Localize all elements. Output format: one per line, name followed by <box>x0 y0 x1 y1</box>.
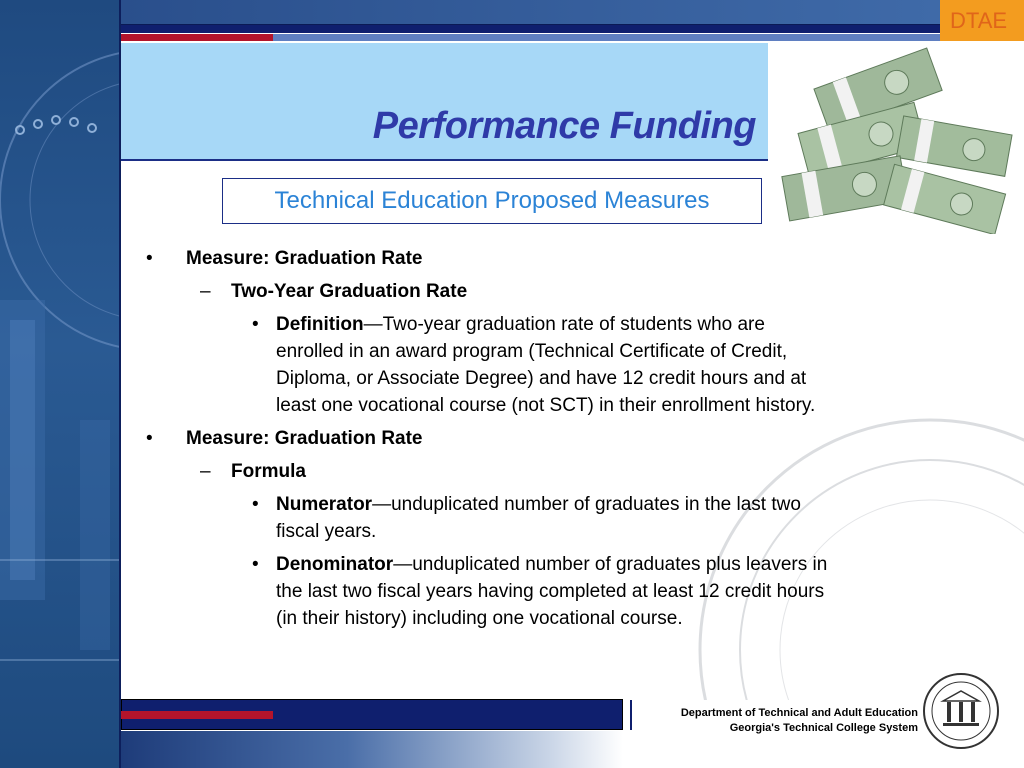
header-red-stripe <box>121 34 273 41</box>
slide-title: Performance Funding <box>372 105 756 147</box>
dtae-badge: DTAE <box>940 0 1024 41</box>
definition-line-4: least one vocational course (not SCT) in their enrollment history. <box>276 395 816 416</box>
bullet-marker: • <box>252 554 259 575</box>
subtitle-box <box>222 178 762 224</box>
footer-text <box>681 706 918 736</box>
definition-line-3: Diploma, or Associate Degree) and have 12 credit hours and at <box>276 368 807 389</box>
header-bar <box>121 0 940 25</box>
footer-department: Department of Technical and Adult Education <box>680 707 918 719</box>
two-year-rate-heading: Two-Year Graduation Rate <box>231 281 468 302</box>
denominator-line-3: (in their history) including one vocational course. <box>276 608 683 629</box>
header-blue-stripe <box>273 34 940 41</box>
title-band <box>121 43 768 161</box>
dash-marker: – <box>200 461 211 482</box>
bullet-marker: • <box>252 494 259 515</box>
subtitle-text: Technical Education Proposed Measures <box>274 187 710 214</box>
footer-gradient-strip <box>121 731 623 768</box>
measure-2-heading: Measure: Graduation Rate <box>186 428 423 449</box>
denominator-line-1: Denominator—unduplicated number of graduates plus leavers in <box>276 554 828 575</box>
numerator-line-1: Numerator—unduplicated number of graduates in the last two <box>276 494 801 515</box>
footer-system: Georgia's Technical College System <box>729 722 918 734</box>
dash-marker: – <box>200 281 211 302</box>
bullet-marker: • <box>146 428 153 449</box>
state-seal-graphic <box>0 0 119 768</box>
definition-line-1: Definition—Two-year graduation rate of students who are <box>276 314 765 335</box>
footer-red-stripe <box>121 711 273 719</box>
bullet-marker: • <box>146 248 153 269</box>
header-dark-bar <box>121 25 940 33</box>
denominator-line-2: the last two fiscal years having completed at least 12 credit hours <box>276 581 825 602</box>
definition-line-2: enrolled in an award program (Technical Certificate of Credit, <box>276 341 788 362</box>
measure-1-heading: Measure: Graduation Rate <box>186 248 423 269</box>
georgia-state-seal-icon <box>921 671 1001 751</box>
bullet-marker: • <box>252 314 259 335</box>
footer-divider <box>630 700 632 730</box>
money-stack-image <box>776 44 1016 234</box>
numerator-line-2: fiscal years. <box>276 521 377 542</box>
left-seal-panel <box>0 0 119 768</box>
formula-heading: Formula <box>231 461 306 482</box>
seal-watermark <box>680 400 1024 700</box>
